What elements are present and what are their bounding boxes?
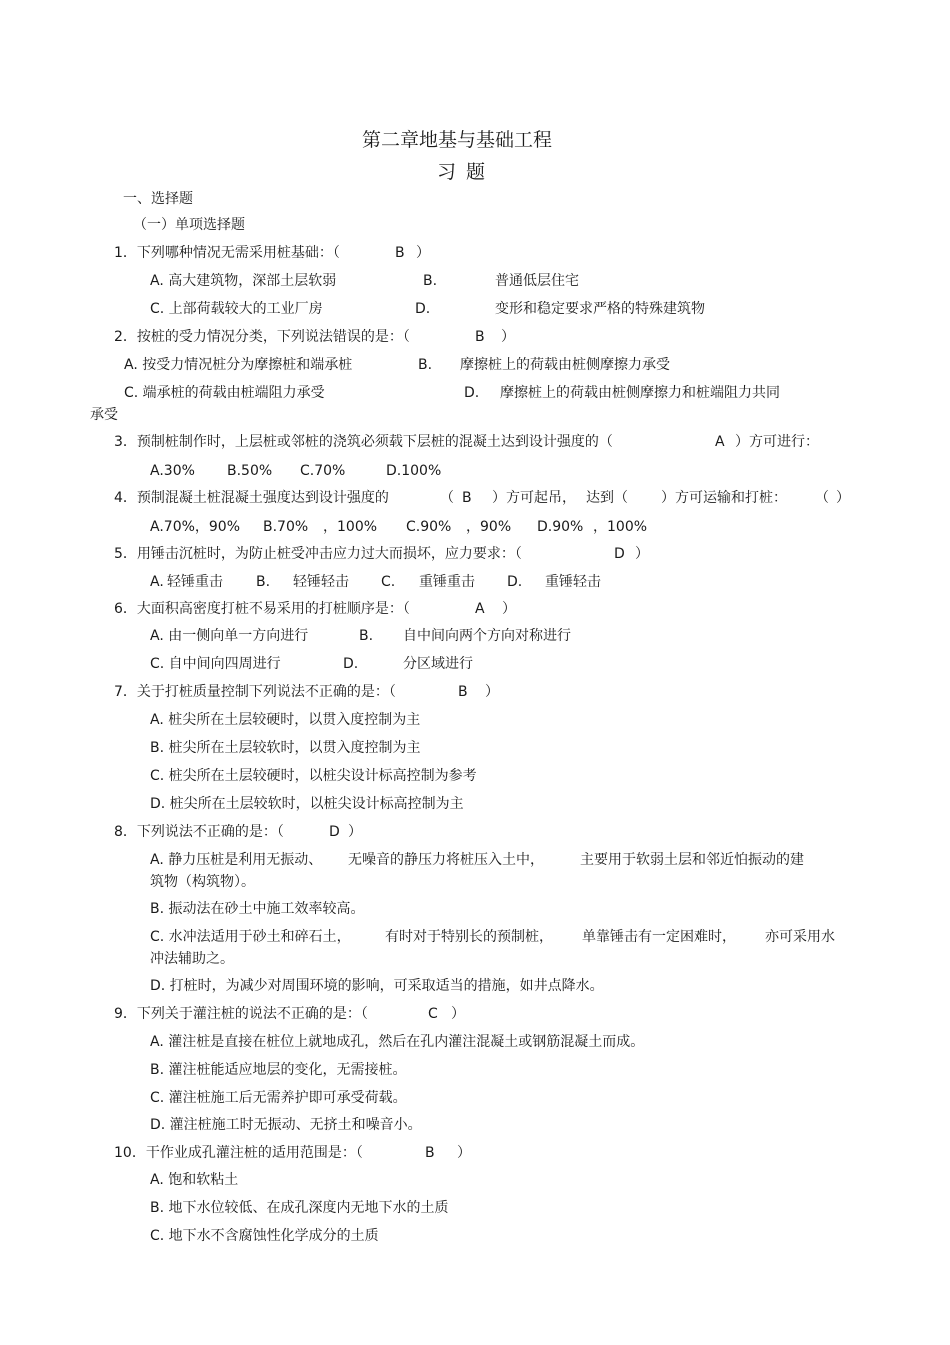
question-8-answer: D [329,824,340,840]
question-6-option-c: C. 自中间向四周进行 [150,656,281,672]
question-2-stem: 2．按桩的受力情况分类，下列说法错误的是：（ [114,329,410,345]
question-6-option-b-text: 自中间向两个方向对称进行 [403,628,571,644]
question-6-answer: A [475,601,485,617]
question-8-option-c-part-3: 单靠锤击有一定困难时， [582,929,736,945]
question-8-option-a-part-4: 筑物（构筑物）。 [150,874,255,890]
section-heading: 一、选择题 [123,191,193,207]
question-2-option-c: C. 端承桩的荷载由桩端阻力承受 [124,385,325,401]
question-4-stem: 4．预制混凝土桩混凝土强度达到设计强度的 [114,490,389,506]
question-10-option-c: C. 地下水不含腐蚀性化学成分的土质 [150,1228,379,1244]
question-10-close: ） [457,1145,471,1161]
question-8-option-c-part-4: 亦可采用水 [765,929,835,945]
question-1-option-c: C. 上部荷载较大的工业厂房 [150,301,323,317]
question-3-close: ）方可进行： [735,434,819,450]
question-5-option-a-text: 轻锤重击 [167,574,223,590]
question-6-option-d-label: D. [343,656,359,672]
question-7-option-b: B. 桩尖所在土层较软时，以贯入度控制为主 [150,740,421,756]
question-9-option-a: A. 灌注桩是直接在桩位上就地成孔，然后在孔内灌注混凝土或钢筋混凝土而成。 [150,1034,645,1050]
question-2-option-b-label: B. [418,357,433,373]
question-2-option-d-label: D. [464,385,480,401]
question-1-option-a: A. 高大建筑物，深部土层软弱 [150,273,337,289]
question-9-option-c: C. 灌注桩施工后无需养护即可承受荷载。 [150,1090,407,1106]
question-10-answer: B [425,1145,435,1161]
question-4-option-b: B.70% [263,519,309,535]
question-1-stem: 1．下列哪种情况无需采用桩基础：（ [114,245,340,261]
question-4-answer: B [462,490,472,506]
question-9-close: ） [451,1006,465,1022]
question-8-option-c-part-1: C. 水冲法适用于砂土和碎石土， [150,929,351,945]
question-4-text-2: 达到（ [586,490,628,506]
question-7-option-a: A. 桩尖所在土层较硬时，以贯入度控制为主 [150,712,421,728]
question-5-option-c-text: 重锤重击 [419,574,475,590]
question-1-close: ） [416,245,430,261]
question-4-option-d: D.90% [537,519,584,535]
question-3-option-d: D.100% [386,463,442,479]
question-6-stem: 6．大面积高密度打桩不易采用的打桩顺序是：（ [114,601,410,617]
question-9-option-d: D. 灌注桩施工时无振动、无挤土和噪音小。 [150,1117,422,1133]
question-10-stem: 10．干作业成孔灌注桩的适用范围是：（ [114,1145,363,1161]
question-10-option-a: A. 饱和软粘土 [150,1172,239,1188]
subsection-heading: （一）单项选择题 [133,217,245,233]
question-7-stem: 7．关于打桩质量控制下列说法不正确的是：（ [114,684,396,700]
question-5-option-d-text: 重锤轻击 [545,574,601,590]
question-4-option-d-cont: ，100% [593,519,648,535]
question-10-option-b: B. 地下水位较低、在成孔深度内无地下水的土质 [150,1200,449,1216]
question-6-close: ） [502,601,516,617]
question-8-option-d: D. 打桩时，为减少对周围环境的影响，可采取适当的措施，如井点降水。 [150,978,604,994]
question-8-stem: 8．下列说法不正确的是：（ [114,824,284,840]
question-2-option-b-text: 摩擦桩上的荷载由桩侧摩擦力承受 [460,357,670,373]
question-2-option-d-text: 摩擦桩上的荷载由桩侧摩擦力和桩端阻力共同 [500,385,780,401]
question-8-option-a-part-1: A. 静力压桩是利用无振动、 [150,852,323,868]
question-2-answer: B [475,329,485,345]
question-2-option-a: A. 按受力情况桩分为摩擦桩和端承桩 [124,357,353,373]
question-4-option-c: C.90% [406,519,452,535]
question-8-option-c-part-2: 有时对于特别长的预制桩， [385,929,553,945]
question-4-option-c-cont: ，90% [466,519,512,535]
document-title: 第二章地基与基础工程 [362,129,553,151]
question-3-answer: A [715,434,725,450]
question-7-close: ） [485,684,499,700]
question-3-option-c: C.70% [300,463,346,479]
question-3-option-a: A.30% [150,463,195,479]
question-1-option-b-label: B. [423,273,438,289]
question-2-close: ） [501,329,515,345]
question-5-option-a-label: A. [150,574,164,590]
document-subtitle: 习 题 [437,161,488,183]
question-4-option-b-cont: ，100% [323,519,378,535]
question-4-text-3: ）方可运输和打桩： [661,490,787,506]
question-4-option-a: A.70%，90% [150,519,241,535]
question-9-option-b: B. 灌注桩能适应地层的变化，无需接桩。 [150,1062,407,1078]
question-1-option-b-text: 普通低层住宅 [495,273,579,289]
question-4-text-1: ）方可起吊， [492,490,576,506]
question-5-option-d-label: D. [507,574,523,590]
question-8-option-c-part-5: 冲法辅助之。 [150,951,234,967]
question-5-stem: 5．用锤击沉桩时，为防止桩受冲击应力过大而损坏，应力要求：（ [114,546,522,562]
question-3-option-b: B.50% [227,463,273,479]
question-6-option-d-text: 分区域进行 [403,656,473,672]
question-5-option-b-label: B. [256,574,271,590]
question-5-close: ） [635,546,649,562]
question-2-option-d-continued: 承受 [90,407,118,423]
question-4-paren-open: （ [440,490,454,506]
question-7-option-c: C. 桩尖所在土层较硬时，以桩尖设计标高控制为参考 [150,768,477,784]
question-9-answer: C [428,1006,438,1022]
question-5-option-b-text: 轻锤轻击 [293,574,349,590]
question-3-stem: 3．预制桩制作时，上层桩或邻桩的浇筑必须载下层桩的混凝土达到设计强度的（ [114,434,613,450]
question-4-paren-close-2: ） [836,490,850,506]
question-8-option-a-part-3: 主要用于软弱土层和邻近怕振动的建 [580,852,804,868]
question-7-option-d: D. 桩尖所在土层较软时，以桩尖设计标高控制为主 [150,796,464,812]
question-7-answer: B [458,684,468,700]
question-6-option-a: A. 由一侧向单一方向进行 [150,628,309,644]
question-9-stem: 9．下列关于灌注桩的说法不正确的是：（ [114,1006,368,1022]
question-5-answer: D [614,546,625,562]
question-6-option-b-label: B. [359,628,374,644]
question-1-option-d-label: D. [415,301,431,317]
question-4-paren-open-2: （ [815,490,829,506]
question-8-close: ） [348,824,362,840]
question-8-option-b: B. 振动法在砂土中施工效率较高。 [150,901,365,917]
question-1-option-d-text: 变形和稳定要求严格的特殊建筑物 [495,301,705,317]
question-5-option-c-label: C. [381,574,396,590]
question-1-answer: B [395,245,405,261]
question-8-option-a-part-2: 无噪音的静压力将桩压入土中， [348,852,544,868]
